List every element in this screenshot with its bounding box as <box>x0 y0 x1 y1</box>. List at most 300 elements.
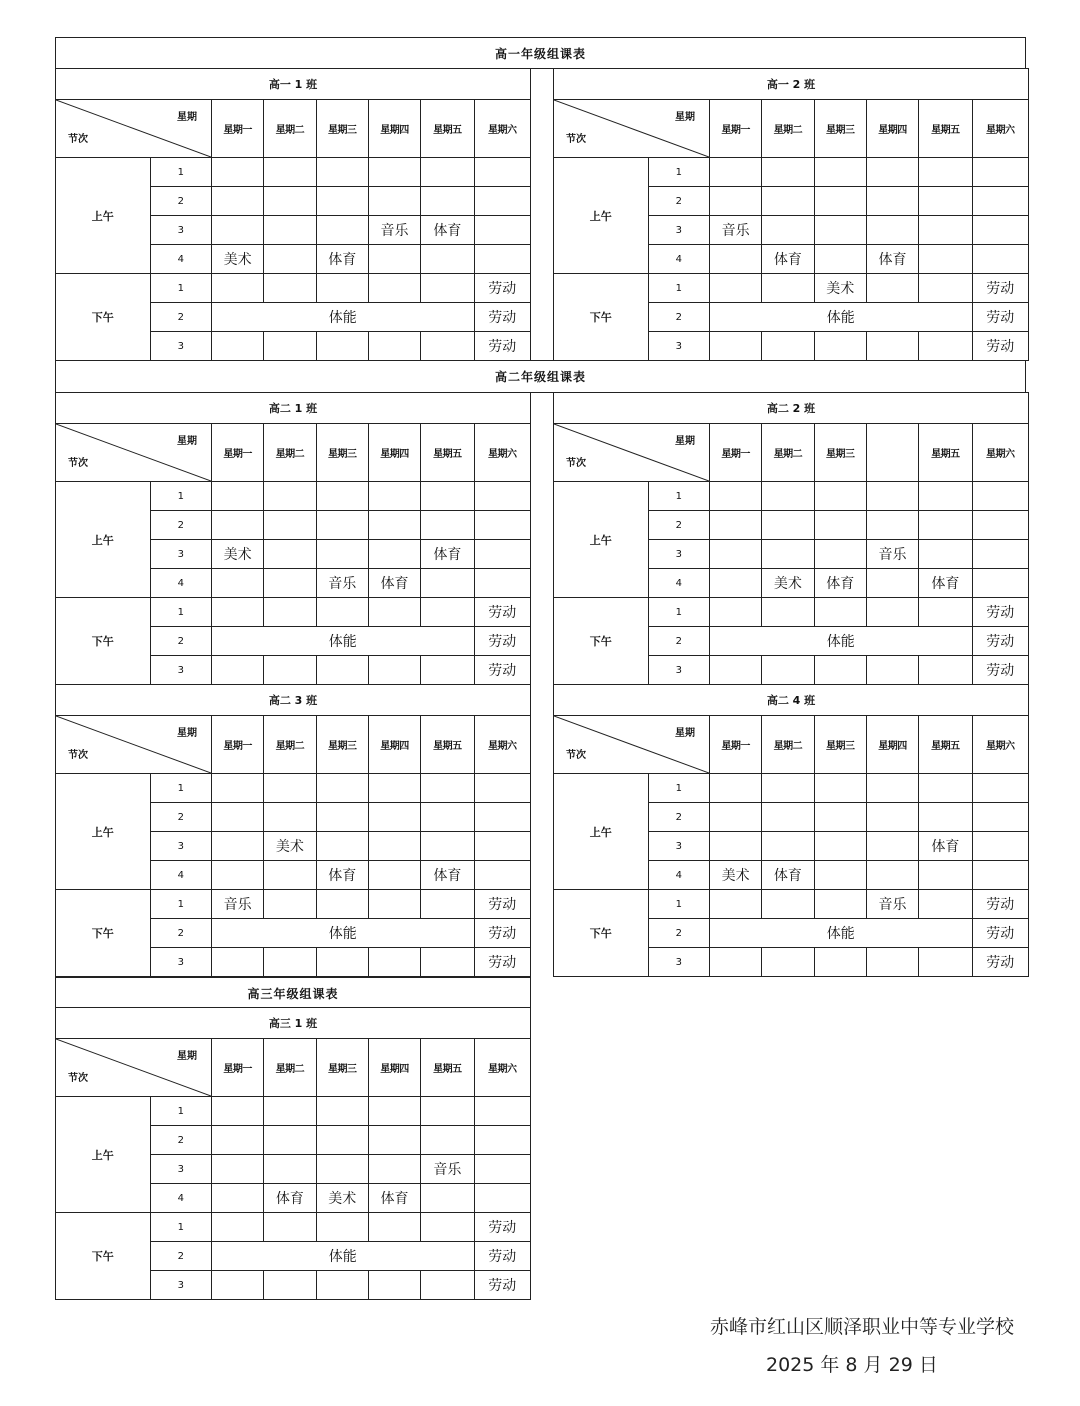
grade-title-bar <box>55 360 1026 393</box>
lesson-cell <box>264 774 316 803</box>
lesson-cell: 体育 <box>421 540 474 569</box>
diagonal-header-cell <box>554 424 710 482</box>
weekday-header-row <box>554 424 1029 482</box>
morning-period-row <box>554 482 1029 511</box>
weekday-header: 星期一 <box>709 424 761 482</box>
period-number: 3 <box>648 832 709 861</box>
weekday-header: 星期五 <box>421 424 474 482</box>
lesson-cell <box>709 948 761 977</box>
lesson-cell <box>316 774 368 803</box>
lesson-cell <box>709 569 761 598</box>
weekday-header: 星期四 <box>368 1039 420 1097</box>
lesson-cell <box>972 482 1028 511</box>
lesson-cell <box>919 774 972 803</box>
period-number: 1 <box>648 774 709 803</box>
lesson-cell <box>919 245 972 274</box>
lesson-cell: 音乐 <box>866 540 918 569</box>
lesson-cell <box>264 1126 316 1155</box>
lesson-cell: 音乐 <box>709 216 761 245</box>
lesson-cell: 劳动 <box>972 274 1028 303</box>
period-number: 1 <box>648 158 709 187</box>
weekday-header-row <box>554 100 1029 158</box>
lesson-cell <box>474 158 530 187</box>
lesson-cell <box>474 245 530 274</box>
grade-title: 高三年级组课表 <box>247 986 339 1001</box>
lesson-cell <box>316 540 368 569</box>
lesson-cell <box>368 332 420 361</box>
lesson-cell: 劳动 <box>972 656 1028 685</box>
lesson-cell: 美术 <box>211 245 263 274</box>
lesson-cell <box>919 890 972 919</box>
school-name: 赤峰市红山区顺泽职业中等专业学校 <box>710 1316 1015 1338</box>
lesson-cell: 音乐 <box>421 1155 474 1184</box>
period-number: 1 <box>150 274 211 303</box>
period-number: 1 <box>150 774 211 803</box>
lesson-cell <box>264 803 316 832</box>
morning-period-row <box>56 158 531 187</box>
lesson-cell <box>866 569 918 598</box>
period-number: 3 <box>150 1271 211 1300</box>
weekday-header: 星期三 <box>316 424 368 482</box>
weekday-header: 星期五 <box>421 716 474 774</box>
lesson-cell <box>211 598 263 627</box>
lesson-cell <box>762 511 814 540</box>
weekday-header: 星期四 <box>866 716 918 774</box>
lesson-cell <box>211 861 263 890</box>
period-number: 2 <box>150 803 211 832</box>
lesson-cell: 体育 <box>264 1184 316 1213</box>
lesson-cell: 劳动 <box>972 948 1028 977</box>
lesson-cell <box>474 774 530 803</box>
lesson-cell <box>814 656 866 685</box>
lesson-cell <box>421 803 474 832</box>
lesson-cell <box>368 158 420 187</box>
period-number: 1 <box>648 482 709 511</box>
class-timetable <box>55 1007 531 1300</box>
lesson-cell <box>211 656 263 685</box>
weekday-header: 星期四 <box>866 100 918 158</box>
lesson-cell <box>211 803 263 832</box>
lesson-cell: 劳动 <box>972 332 1028 361</box>
lesson-cell <box>814 890 866 919</box>
lesson-cell <box>866 861 918 890</box>
lesson-cell <box>474 187 530 216</box>
weekday-header: 星期一 <box>709 100 761 158</box>
header-period-label: 节次 <box>566 750 586 761</box>
lesson-cell <box>316 332 368 361</box>
weekday-header: 星期五 <box>919 424 972 482</box>
period-number: 4 <box>150 1184 211 1213</box>
weekday-header: 星期五 <box>919 716 972 774</box>
lesson-cell: 体育 <box>316 245 368 274</box>
lesson-cell <box>709 482 761 511</box>
lesson-cell <box>368 948 420 977</box>
header-period-label: 节次 <box>68 1073 88 1084</box>
lesson-cell <box>421 511 474 540</box>
lesson-cell <box>316 158 368 187</box>
lesson-cell <box>316 803 368 832</box>
period-number: 2 <box>150 919 211 948</box>
lesson-cell <box>264 1155 316 1184</box>
lesson-cell <box>866 598 918 627</box>
lesson-cell <box>211 332 263 361</box>
header-week-label: 星期 <box>176 728 197 739</box>
lesson-cell <box>866 948 918 977</box>
class-name-row <box>554 69 1029 100</box>
lesson-cell: 劳动 <box>972 303 1028 332</box>
lesson-cell <box>919 274 972 303</box>
class-timetable <box>553 68 1029 361</box>
lesson-cell <box>919 482 972 511</box>
weekday-header: 星期四 <box>368 716 420 774</box>
lesson-cell <box>421 948 474 977</box>
lesson-cell <box>211 511 263 540</box>
class-name-row <box>56 685 531 716</box>
weekday-header: 星期六 <box>972 100 1028 158</box>
lesson-cell: 美术 <box>264 832 316 861</box>
class-timetable <box>55 684 531 977</box>
period-number: 3 <box>648 216 709 245</box>
lesson-cell <box>814 216 866 245</box>
morning-label: 上午 <box>56 1097 151 1213</box>
lesson-cell <box>919 803 972 832</box>
lesson-cell <box>264 482 316 511</box>
lesson-cell <box>316 216 368 245</box>
lesson-cell <box>709 187 761 216</box>
lesson-cell: 劳动 <box>474 303 530 332</box>
class-name-row <box>56 1008 531 1039</box>
morning-period-row <box>56 482 531 511</box>
lesson-cell <box>866 656 918 685</box>
lesson-cell <box>211 274 263 303</box>
lesson-cell <box>762 216 814 245</box>
lesson-cell <box>264 1213 316 1242</box>
lesson-cell <box>211 832 263 861</box>
lesson-cell <box>762 656 814 685</box>
lesson-cell <box>709 890 761 919</box>
grade-title-bar <box>55 977 531 1009</box>
lesson-cell <box>919 598 972 627</box>
class-timetable <box>553 392 1029 685</box>
weekday-header: 星期二 <box>264 424 316 482</box>
lesson-cell: 音乐 <box>211 890 263 919</box>
period-number: 2 <box>150 1242 211 1271</box>
grade-title-bar <box>55 37 1026 69</box>
weekday-header: 星期三 <box>814 100 866 158</box>
lesson-cell <box>264 187 316 216</box>
period-number: 3 <box>150 540 211 569</box>
lesson-cell: 美术 <box>709 861 761 890</box>
lesson-cell <box>762 598 814 627</box>
period-number: 2 <box>648 627 709 656</box>
weekday-header: 星期六 <box>474 716 530 774</box>
lesson-cell <box>919 158 972 187</box>
lesson-cell: 音乐 <box>316 569 368 598</box>
period-number: 1 <box>150 890 211 919</box>
weekday-header: 星期六 <box>972 424 1028 482</box>
lesson-cell <box>421 1097 474 1126</box>
lesson-cell <box>866 274 918 303</box>
lesson-cell <box>211 1097 263 1126</box>
period-number: 3 <box>150 832 211 861</box>
weekday-header: 星期一 <box>709 716 761 774</box>
lesson-cell <box>814 187 866 216</box>
class-name: 高三 1 班 <box>56 1008 531 1039</box>
lesson-cell <box>762 890 814 919</box>
lesson-cell <box>316 1126 368 1155</box>
lesson-cell <box>814 332 866 361</box>
weekday-header-row <box>56 100 531 158</box>
morning-label: 上午 <box>554 774 649 890</box>
lesson-cell: 劳动 <box>972 627 1028 656</box>
morning-label: 上午 <box>554 482 649 598</box>
lesson-cell <box>264 569 316 598</box>
lesson-cell <box>316 274 368 303</box>
lesson-cell <box>316 1271 368 1300</box>
period-number: 2 <box>150 187 211 216</box>
lesson-cell <box>211 948 263 977</box>
lesson-cell <box>919 861 972 890</box>
weekday-header: 星期三 <box>814 424 866 482</box>
lesson-cell <box>709 832 761 861</box>
lesson-cell <box>264 158 316 187</box>
lesson-cell <box>368 1213 420 1242</box>
weekday-header: 星期三 <box>316 100 368 158</box>
period-number: 2 <box>648 803 709 832</box>
weekday-header: 星期五 <box>919 100 972 158</box>
morning-period-row <box>554 158 1029 187</box>
header-week-label: 星期 <box>176 1051 197 1062</box>
afternoon-period-row <box>56 1213 531 1242</box>
lesson-cell <box>919 656 972 685</box>
merged-lesson-cell: 体能 <box>709 919 972 948</box>
lesson-cell <box>368 656 420 685</box>
lesson-cell: 劳动 <box>474 627 530 656</box>
lesson-cell <box>866 187 918 216</box>
morning-label: 上午 <box>56 774 151 890</box>
period-number: 2 <box>150 511 211 540</box>
period-number: 1 <box>648 890 709 919</box>
merged-lesson-cell: 体能 <box>709 303 972 332</box>
header-period-label: 节次 <box>68 750 88 761</box>
lesson-cell <box>264 598 316 627</box>
period-number: 3 <box>648 332 709 361</box>
lesson-cell <box>919 216 972 245</box>
lesson-cell <box>421 1213 474 1242</box>
lesson-cell <box>814 803 866 832</box>
lesson-cell <box>421 1126 474 1155</box>
header-week-label: 星期 <box>176 112 197 123</box>
lesson-cell <box>762 803 814 832</box>
lesson-cell <box>866 511 918 540</box>
lesson-cell <box>368 482 420 511</box>
lesson-cell <box>474 216 530 245</box>
lesson-cell <box>316 511 368 540</box>
lesson-cell <box>368 1126 420 1155</box>
lesson-cell <box>972 216 1028 245</box>
lesson-cell <box>972 774 1028 803</box>
period-number: 4 <box>150 569 211 598</box>
period-number: 4 <box>150 861 211 890</box>
afternoon-label: 下午 <box>56 890 151 977</box>
afternoon-label: 下午 <box>554 598 649 685</box>
lesson-cell <box>368 245 420 274</box>
diagonal-header-cell <box>56 424 212 482</box>
lesson-cell: 劳动 <box>474 1271 530 1300</box>
morning-period-row <box>56 774 531 803</box>
lesson-cell <box>421 832 474 861</box>
lesson-cell <box>762 482 814 511</box>
period-number: 1 <box>150 598 211 627</box>
lesson-cell: 劳动 <box>474 598 530 627</box>
lesson-cell <box>264 274 316 303</box>
weekday-header: 星期三 <box>316 716 368 774</box>
lesson-cell <box>211 774 263 803</box>
period-number: 1 <box>150 482 211 511</box>
lesson-cell <box>919 332 972 361</box>
lesson-cell <box>368 1097 420 1126</box>
lesson-cell <box>762 832 814 861</box>
lesson-cell <box>762 187 814 216</box>
period-number: 4 <box>648 245 709 274</box>
lesson-cell <box>709 332 761 361</box>
period-number: 2 <box>648 187 709 216</box>
header-week-label: 星期 <box>674 728 695 739</box>
afternoon-label: 下午 <box>56 274 151 361</box>
merged-lesson-cell: 体能 <box>211 627 474 656</box>
lesson-cell <box>211 1271 263 1300</box>
lesson-cell <box>814 158 866 187</box>
header-period-label: 节次 <box>566 134 586 145</box>
lesson-cell <box>762 774 814 803</box>
lesson-cell <box>814 774 866 803</box>
lesson-cell: 体育 <box>762 861 814 890</box>
weekday-header: 星期二 <box>264 100 316 158</box>
weekday-header: 星期二 <box>264 716 316 774</box>
weekday-header: 星期一 <box>211 716 263 774</box>
lesson-cell <box>316 1097 368 1126</box>
afternoon-period-row <box>554 890 1029 919</box>
afternoon-label: 下午 <box>56 1213 151 1300</box>
lesson-cell <box>814 832 866 861</box>
lesson-cell <box>421 1184 474 1213</box>
lesson-cell <box>866 774 918 803</box>
lesson-cell <box>421 187 474 216</box>
lesson-cell: 体育 <box>919 832 972 861</box>
lesson-cell <box>762 274 814 303</box>
lesson-cell: 体育 <box>421 861 474 890</box>
weekday-header: 星期五 <box>421 100 474 158</box>
lesson-cell <box>919 511 972 540</box>
lesson-cell <box>421 482 474 511</box>
lesson-cell <box>264 332 316 361</box>
lesson-cell <box>972 245 1028 274</box>
lesson-cell <box>421 569 474 598</box>
period-number: 4 <box>648 569 709 598</box>
period-number: 2 <box>150 1126 211 1155</box>
lesson-cell <box>972 540 1028 569</box>
lesson-cell: 劳动 <box>972 598 1028 627</box>
weekday-header: 星期二 <box>264 1039 316 1097</box>
period-number: 3 <box>150 1155 211 1184</box>
lesson-cell <box>264 890 316 919</box>
diagonal-header-cell <box>56 1039 212 1097</box>
lesson-cell <box>919 187 972 216</box>
lesson-cell <box>421 245 474 274</box>
merged-lesson-cell: 体能 <box>709 627 972 656</box>
lesson-cell <box>474 1184 530 1213</box>
afternoon-label: 下午 <box>56 598 151 685</box>
morning-label: 上午 <box>554 158 649 274</box>
lesson-cell: 音乐 <box>368 216 420 245</box>
period-number: 2 <box>150 627 211 656</box>
period-number: 4 <box>648 861 709 890</box>
lesson-cell <box>474 540 530 569</box>
diagonal-header-cell <box>56 716 212 774</box>
morning-period-row <box>554 774 1029 803</box>
lesson-cell <box>709 774 761 803</box>
header-week-label: 星期 <box>176 436 197 447</box>
lesson-cell <box>972 832 1028 861</box>
afternoon-label: 下午 <box>554 890 649 977</box>
class-timetable <box>55 392 531 685</box>
period-number: 1 <box>150 1097 211 1126</box>
lesson-cell <box>211 1184 263 1213</box>
lesson-cell <box>264 511 316 540</box>
lesson-cell <box>474 861 530 890</box>
period-number: 2 <box>150 303 211 332</box>
header-period-label: 节次 <box>566 458 586 469</box>
weekday-header: 星期二 <box>762 716 814 774</box>
lesson-cell <box>368 274 420 303</box>
lesson-cell <box>368 890 420 919</box>
header-week-label: 星期 <box>674 112 695 123</box>
period-number: 3 <box>150 332 211 361</box>
lesson-cell <box>421 598 474 627</box>
weekday-header: 星期二 <box>762 100 814 158</box>
lesson-cell <box>211 1155 263 1184</box>
lesson-cell: 劳动 <box>474 919 530 948</box>
lesson-cell <box>919 948 972 977</box>
lesson-cell <box>866 216 918 245</box>
weekday-header: 星期五 <box>421 1039 474 1097</box>
diagonal-header-cell <box>56 100 212 158</box>
period-number: 3 <box>648 540 709 569</box>
afternoon-label: 下午 <box>554 274 649 361</box>
lesson-cell: 劳动 <box>474 1213 530 1242</box>
lesson-cell: 劳动 <box>972 890 1028 919</box>
class-timetable <box>55 68 531 361</box>
lesson-cell <box>709 158 761 187</box>
weekday-header: 星期一 <box>211 1039 263 1097</box>
lesson-cell <box>972 158 1028 187</box>
lesson-cell <box>316 1155 368 1184</box>
lesson-cell: 劳动 <box>474 948 530 977</box>
weekday-header: 星期六 <box>474 424 530 482</box>
lesson-cell <box>474 1126 530 1155</box>
lesson-cell: 劳动 <box>474 332 530 361</box>
class-name: 高一 1 班 <box>56 69 531 100</box>
weekday-header <box>866 424 918 482</box>
period-number: 1 <box>150 1213 211 1242</box>
lesson-cell <box>421 774 474 803</box>
lesson-cell <box>211 482 263 511</box>
lesson-cell <box>316 482 368 511</box>
class-name-row <box>56 69 531 100</box>
lesson-cell <box>972 569 1028 598</box>
weekday-header: 星期三 <box>814 716 866 774</box>
lesson-cell <box>211 216 263 245</box>
